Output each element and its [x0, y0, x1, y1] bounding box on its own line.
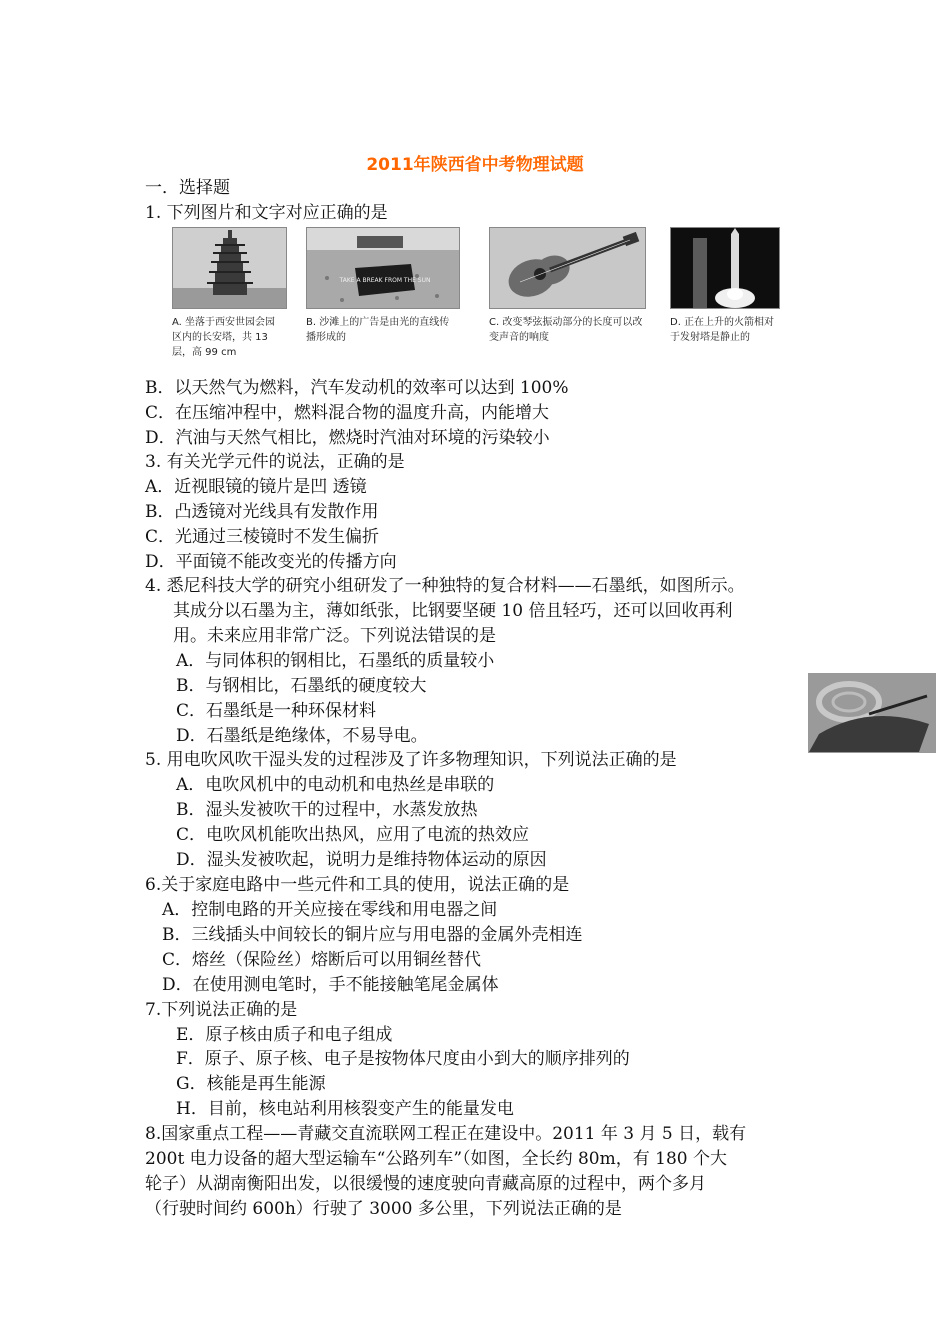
question-4-option-c: C．石墨纸是一种环保材料 — [176, 701, 377, 721]
figure-b — [306, 227, 458, 345]
question-4-stem-line-2: 其成分以石墨为主，薄如纸张，比钢要坚硬 10 倍且轻巧，还可以回收再利 — [173, 601, 733, 621]
question-8-line-4: （行驶时间约 600h）行驶了 3000 多公里，下列说法正确的是 — [145, 1199, 622, 1219]
question-3-option-a: A．近视眼镜的镜片是凹 透镜 — [145, 477, 367, 497]
question-2-option-b: B．以天然气为燃料，汽车发动机的效率可以达到 100% — [145, 378, 569, 398]
question-4-option-a: A．与同体积的钢相比，石墨纸的质量较小 — [176, 651, 495, 671]
beach-sign-image — [306, 227, 460, 309]
section-heading: 一．选择题 — [145, 178, 230, 198]
question-6-option-b: B．三线插头中间较长的铜片应与用电器的金属外壳相连 — [162, 925, 583, 945]
question-2-option-c: C．在压缩冲程中，燃料混合物的温度升高，内能增大 — [145, 403, 550, 423]
rocket-launch-image — [670, 227, 780, 309]
question-6-option-a: A．控制电路的开关应接在零线和用电器之间 — [162, 900, 498, 920]
question-7-option-e: E．原子核由质子和电子组成 — [176, 1025, 393, 1045]
question-6-option-d: D．在使用测电笔时，手不能接触笔尾金属体 — [162, 975, 499, 995]
graphite-paper-image — [808, 673, 936, 753]
question-1-figures — [160, 227, 820, 377]
question-8-line-3: 轮子）从湖南衡阳出发，以很缓慢的速度驶向青藏高原的过程中，两个多月 — [145, 1174, 706, 1194]
question-7-option-g: G．核能是再生能源 — [176, 1074, 326, 1094]
question-4-stem-line-1: 4. 悉尼科技大学的研究小组研发了一种独特的复合材料——石墨纸，如图所示。 — [145, 576, 745, 596]
question-1-stem: 1. 下列图片和文字对应正确的是 — [145, 203, 388, 223]
figure-c — [489, 227, 644, 345]
question-5-option-d: D．湿头发被吹起，说明力是维持物体运动的原因 — [176, 850, 547, 870]
page-title: 2011年陕西省中考物理试题 — [366, 155, 584, 175]
question-7-option-f: F．原子、原子核、电子是按物体尺度由小到大的顺序排列的 — [176, 1049, 630, 1069]
question-8-line-1: 8.国家重点工程——青藏交直流联网工程正在建设中。2011 年 3 月 5 日，载有 — [145, 1124, 747, 1144]
question-4-stem-line-3: 用。未来应用非常广泛。下列说法错误的是 — [173, 626, 496, 646]
question-4-option-b: B．与钢相比，石墨纸的硬度较大 — [176, 676, 427, 696]
figure-a-caption: A. 坐落于西安世园会园区内的长安塔，共 13 层，高 99 cm — [172, 317, 276, 358]
sign-text: TAKE A BREAK FROM THE SUN — [339, 277, 431, 284]
question-3-option-b: B．凸透镜对光线具有发散作用 — [145, 502, 379, 522]
figure-d-caption: D. 正在上升的火箭相对于发射塔是静止的 — [670, 317, 775, 343]
pagoda-image — [172, 227, 287, 309]
question-2-option-d: D．汽油与天然气相比，燃烧时汽油对环境的污染较小 — [145, 428, 550, 448]
figure-b-caption: B. 沙滩上的广告是由光的直线传播形成的 — [306, 317, 450, 343]
question-3-option-d: D．平面镜不能改变光的传播方向 — [145, 552, 397, 572]
figure-d — [670, 227, 778, 345]
question-5-stem: 5. 用电吹风吹干湿头发的过程涉及了许多物理知识，下列说法正确的是 — [145, 750, 677, 770]
question-7-stem: 7.下列说法正确的是 — [145, 1000, 298, 1020]
question-5-option-b: B．湿头发被吹干的过程中，水蒸发放热 — [176, 800, 478, 820]
question-3-stem: 3. 有关光学元件的说法，正确的是 — [145, 452, 405, 472]
question-6-option-c: C．熔丝（保险丝）熔断后可以用铜丝替代 — [162, 950, 482, 970]
question-4-option-d: D．石墨纸是绝缘体，不易导电。 — [176, 726, 428, 746]
question-6-stem: 6.关于家庭电路中一些元件和工具的使用，说法正确的是 — [145, 875, 570, 895]
question-5-option-a: A．电吹风机中的电动机和电热丝是串联的 — [176, 775, 495, 795]
guitar-image — [489, 227, 646, 309]
question-3-option-c: C．光通过三棱镜时不发生偏折 — [145, 527, 380, 547]
question-5-option-c: C．电吹风机能吹出热风，应用了电流的热效应 — [176, 825, 530, 845]
question-7-option-h: H．目前，核电站利用核裂变产生的能量发电 — [176, 1099, 514, 1119]
figure-c-caption: C. 改变琴弦振动部分的长度可以改变声音的响度 — [489, 317, 643, 343]
figure-a — [172, 227, 285, 360]
question-8-line-2: 200t 电力设备的超大型运输车“公路列车”（如图，全长约 80m，有 180 个大 — [145, 1149, 727, 1169]
